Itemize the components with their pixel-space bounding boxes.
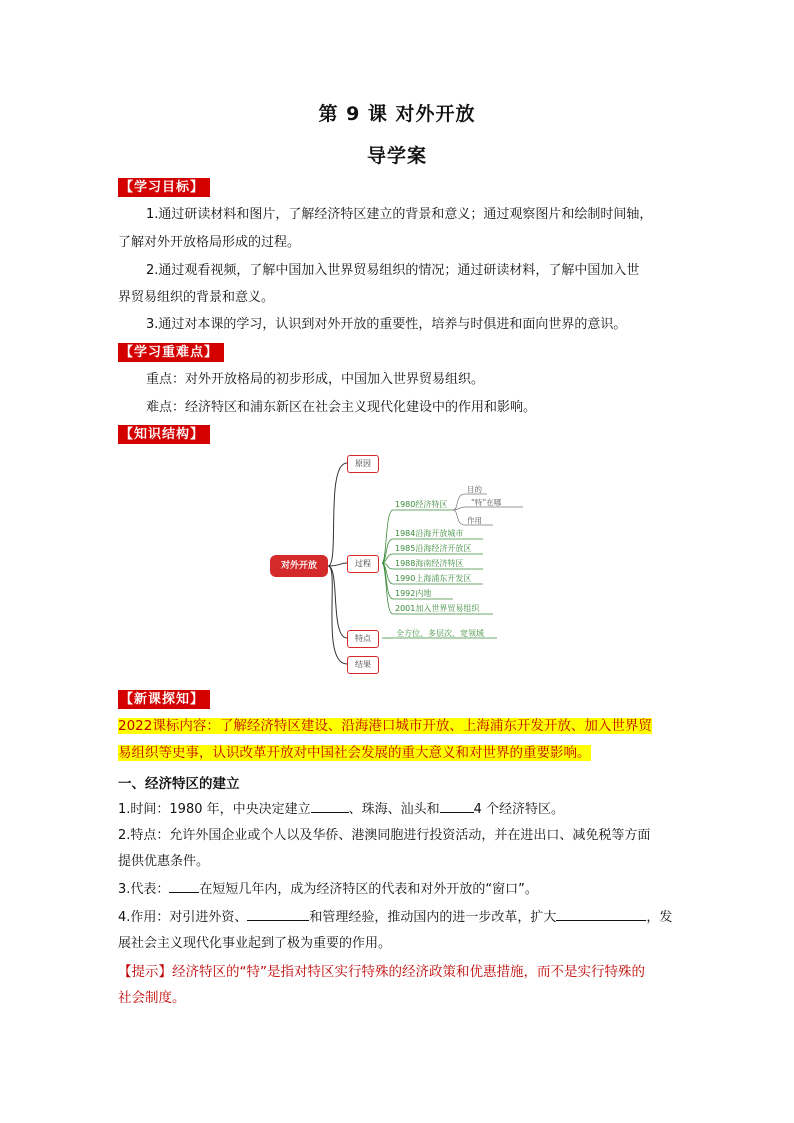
mindmap-process-1984: 1984沿海开放城市 bbox=[395, 529, 464, 538]
question-4-line-1: 4.作用：对引进外资、 和管理经验，推动国内的进一步改革，扩大 ，发 bbox=[118, 905, 678, 930]
knowledge-mindmap bbox=[255, 448, 555, 678]
question-2-line-1: 2.特点：允许外国企业或个人以及华侨、港澳同胞进行投资活动，并在进出口、减免税等方面 bbox=[118, 828, 651, 843]
lesson-subtitle: 导学案 bbox=[366, 145, 427, 167]
fill-blank-4a[interactable] bbox=[247, 906, 309, 921]
section-explore-label: 【新课探知】 bbox=[118, 690, 210, 709]
mindmap-process-2001: 2001加入世界贸易组织 bbox=[395, 604, 480, 613]
mindmap-process-1985: 1985沿海经济开放区 bbox=[395, 544, 472, 553]
mindmap-branch-result: 结果 bbox=[347, 656, 379, 674]
mindmap-sez-special: “特”在哪 bbox=[471, 498, 502, 507]
question-3: 3.代表： 在短短几年内，成为经济特区的代表和对外开放的“窗口”。 bbox=[118, 877, 678, 902]
lesson-title: 第 9 课 对外开放 bbox=[318, 103, 476, 125]
mindmap-sez-purpose: 目的 bbox=[467, 485, 482, 494]
mindmap-process-1988: 1988海南经济特区 bbox=[395, 559, 464, 568]
section-keypoints-label: 【学习重难点】 bbox=[118, 343, 224, 362]
difficult-point: 难点：经济特区和浦东新区在社会主义现代化建设中的作用和影响。 bbox=[146, 400, 537, 415]
fill-blank-4b[interactable] bbox=[556, 906, 646, 921]
question-4-line-2: 展社会主义现代化事业起到了极为重要的作用。 bbox=[118, 936, 392, 951]
section-goals-label: 【学习目标】 bbox=[118, 178, 210, 197]
goal-line-4: 界贸易组织的背景和意义。 bbox=[118, 290, 275, 305]
fill-blank-3[interactable] bbox=[169, 878, 199, 893]
curriculum-standard-line-1: 2022课标内容：了解经济特区建设、沿海港口城市开放、上海浦东开发开放、加入世界贸 bbox=[118, 718, 652, 734]
goal-line-5: 3.通过对本课的学习，认识到对外开放的重要性，培养与时俱进和面向世界的意识。 bbox=[146, 317, 627, 332]
mindmap-feature-text: 全方位、多层次、宽领域 bbox=[396, 629, 484, 638]
part1-heading: 一、经济特区的建立 bbox=[118, 776, 240, 792]
section-structure-label: 【知识结构】 bbox=[118, 425, 210, 444]
mindmap-branch-cause: 原因 bbox=[347, 455, 379, 473]
key-point: 重点：对外开放格局的初步形成，中国加入世界贸易组织。 bbox=[146, 372, 485, 387]
question-1: 1.时间：1980 年，中央决定建立 、珠海、汕头和 4 个经济特区。 bbox=[118, 797, 678, 822]
goal-line-2: 了解对外开放格局形成的过程。 bbox=[118, 235, 301, 250]
curriculum-year: 2022 bbox=[118, 718, 153, 734]
tip-line-1: 【提示】经济特区的“特”是指对特区实行特殊的经济政策和优惠措施，而不是实行特殊的 bbox=[118, 964, 645, 980]
fill-blank-1a[interactable] bbox=[311, 798, 349, 813]
fill-blank-1b[interactable] bbox=[440, 798, 474, 813]
mindmap-center-node: 对外开放 bbox=[270, 555, 328, 577]
curriculum-standard-line-2: 易组织等史事，认识改革开放对中国社会发展的重大意义和对世界的重要影响。 bbox=[118, 745, 591, 761]
mindmap-branch-process: 过程 bbox=[347, 555, 379, 573]
tip-line-2: 社会制度。 bbox=[118, 990, 186, 1006]
mindmap-branch-feature: 特点 bbox=[347, 630, 379, 648]
mindmap-sez-role: 作用 bbox=[467, 516, 482, 525]
mindmap-process-1992: 1992内地 bbox=[395, 589, 432, 598]
mindmap-process-1980: 1980经济特区 bbox=[395, 500, 448, 509]
mindmap-process-1990: 1990上海浦东开发区 bbox=[395, 574, 472, 583]
question-2-line-2: 提供优惠条件。 bbox=[118, 854, 210, 869]
goal-line-1: 1.通过研读材料和图片，了解经济特区建立的背景和意义；通过观察图片和绘制时间轴， bbox=[146, 207, 653, 222]
goal-line-3: 2.通过观看视频，了解中国加入世界贸易组织的情况；通过研读材料，了解中国加入世 bbox=[146, 263, 640, 278]
